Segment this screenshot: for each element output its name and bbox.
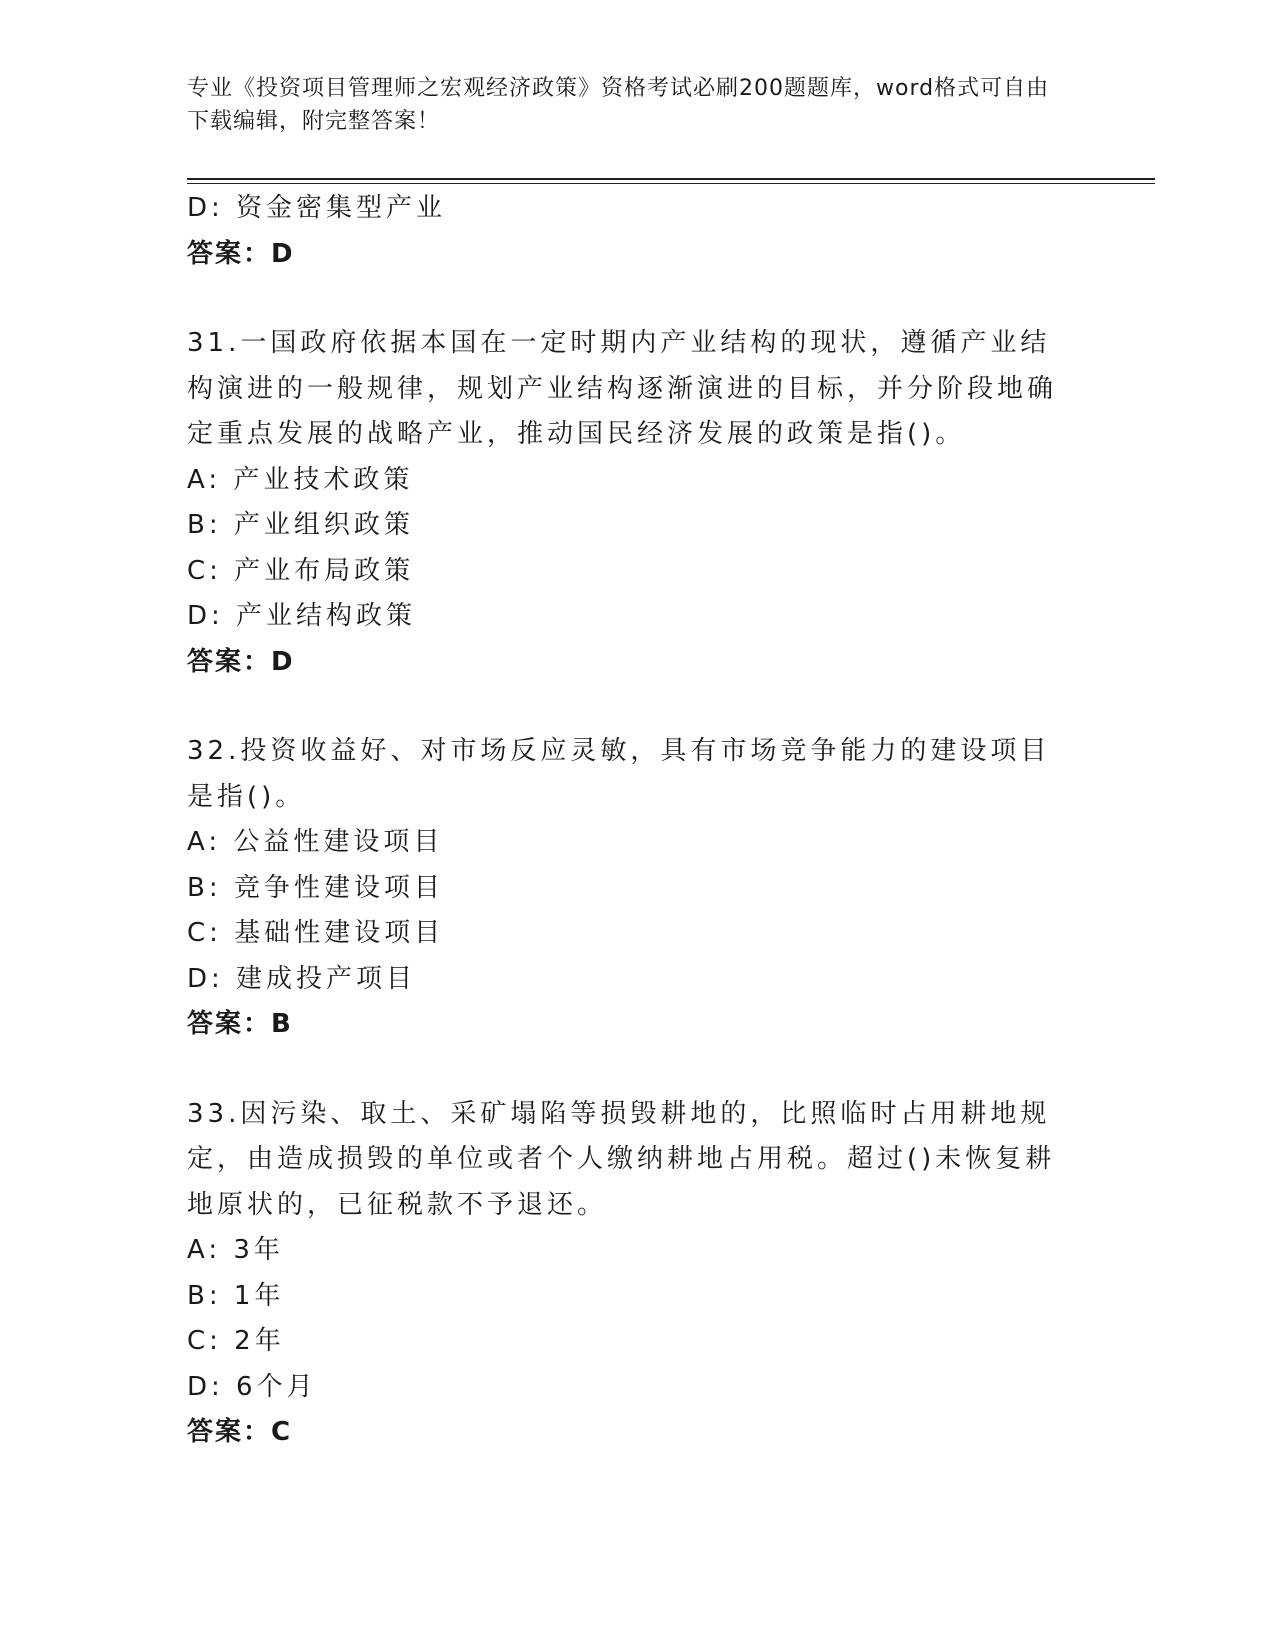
question-32 xyxy=(187,729,1077,1048)
option-c: C: 基础性建设项目 xyxy=(187,918,445,948)
option-c: C: 产业布局政策 xyxy=(187,555,415,586)
page-header: 专业《投资项目管理师之宏观经济政策》资格考试必刷200题题库，word格式可自由下载编辑，附完整答案！ xyxy=(187,76,1050,134)
option-d: D: 资金密集型产业 xyxy=(187,193,447,223)
option-b: B: 1年 xyxy=(187,1280,285,1311)
answer-label: 答案：C xyxy=(187,1417,293,1447)
question-gap xyxy=(187,277,1077,321)
question-stem: 31.一国政府依据本国在一定时期内产业结构的现状，遵循产业结构演进的一般规律，规划产业结构逐渐演进的目标，并分阶段地确定重点发展的战略产业，推动国民经济发展的政策是指()。 xyxy=(187,328,1058,449)
option-b: B: 竞争性建设项目 xyxy=(187,872,444,903)
option-d: D: 6个月 xyxy=(187,1371,317,1402)
question-33 xyxy=(187,1092,1077,1456)
header-divider xyxy=(187,178,1155,184)
answer-label: 答案：D xyxy=(187,646,295,677)
option-c: C: 2年 xyxy=(187,1326,285,1356)
question-31 xyxy=(187,321,1077,685)
option-a: A: 3年 xyxy=(187,1235,284,1265)
question-stem: 33.因污染、取土、采矿塌陷等损毁耕地的，比照临时占用耕地规定，由造成损毁的单位或者个人缴纳耕地占用税。超过()未恢复耕地原状的，已征税款不予退还。 xyxy=(187,1098,1056,1220)
question-gap xyxy=(187,1048,1077,1092)
answer-label: 答案：D xyxy=(187,238,295,269)
option-a: A: 公益性建设项目 xyxy=(187,827,444,857)
option-d: D: 产业结构政策 xyxy=(187,601,417,631)
question-list xyxy=(187,186,1077,1456)
option-a: A: 产业技术政策 xyxy=(187,464,414,495)
option-b: B: 产业组织政策 xyxy=(187,510,414,540)
question-stem: 32.投资收益好、对市场反应灵敏，具有市场竞争能力的建设项目是指()。 xyxy=(187,736,1051,812)
answer-label: 答案：B xyxy=(187,1009,293,1039)
option-d: D: 建成投产项目 xyxy=(187,963,417,994)
question-gap xyxy=(187,685,1077,729)
